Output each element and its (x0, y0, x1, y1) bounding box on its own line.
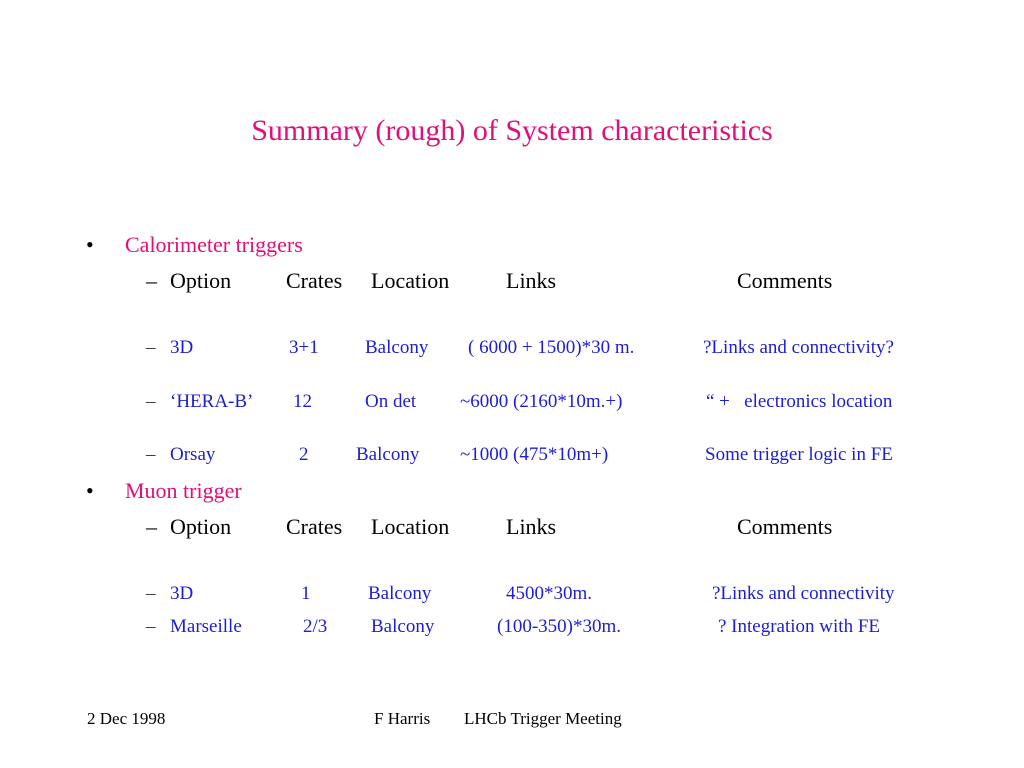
row-crates: 3+1 (289, 337, 319, 358)
row-comments: ? Integration with FE (718, 616, 880, 637)
row-location: Balcony (356, 444, 420, 465)
row-links: ~1000 (475*10m+) (460, 444, 609, 465)
row-comments: Some trigger logic in FE (705, 444, 893, 465)
row-links: (100-350)*30m. (497, 616, 622, 637)
dash-icon: – (146, 268, 157, 293)
row-comments: ?Links and connectivity? (703, 337, 894, 358)
row-crates: 2 (299, 444, 309, 465)
header-location: Location (371, 268, 450, 293)
dash-icon: – (146, 514, 157, 539)
section-label-muon: Muon trigger (125, 478, 242, 503)
header-comments: Comments (737, 268, 833, 293)
header-links: Links (506, 268, 557, 293)
header-links: Links (506, 514, 557, 539)
row-crates: 1 (301, 583, 311, 604)
dash-icon: – (146, 444, 156, 465)
row-option: 3D (170, 583, 194, 604)
dash-icon: – (146, 616, 156, 637)
header-option: Option (170, 514, 232, 539)
row-links: ( 6000 + 1500)*30 m. (468, 337, 635, 358)
row-crates: 2/3 (303, 616, 328, 637)
dash-icon: – (146, 391, 156, 412)
row-option: ‘HERA-B’ (170, 391, 254, 412)
row-links: 4500*30m. (506, 583, 593, 604)
row-location: On det (365, 391, 417, 412)
bullet-icon: • (86, 232, 94, 257)
footer-date: 2 Dec 1998 (87, 709, 166, 728)
row-crates: 12 (293, 391, 312, 412)
row-comments: ?Links and connectivity (712, 583, 895, 604)
row-location: Balcony (371, 616, 435, 637)
header-location: Location (371, 514, 450, 539)
row-comments: “ + electronics location (706, 391, 893, 412)
row-option: Marseille (170, 616, 242, 637)
row-location: Balcony (365, 337, 429, 358)
footer-meeting: LHCb Trigger Meeting (464, 709, 622, 728)
footer-author: F Harris (374, 709, 431, 728)
section-label-calorimeter: Calorimeter triggers (125, 232, 303, 257)
dash-icon: – (146, 583, 156, 604)
dash-icon: – (146, 337, 156, 358)
header-crates: Crates (286, 514, 343, 539)
row-option: Orsay (170, 444, 216, 465)
bullet-icon: • (86, 478, 94, 503)
row-links: ~6000 (2160*10m.+) (460, 391, 623, 412)
row-option: 3D (170, 337, 194, 358)
header-crates: Crates (286, 268, 343, 293)
slide-title: Summary (rough) of System characteristics (251, 114, 773, 147)
header-comments: Comments (737, 514, 833, 539)
row-location: Balcony (368, 583, 432, 604)
header-option: Option (170, 268, 232, 293)
